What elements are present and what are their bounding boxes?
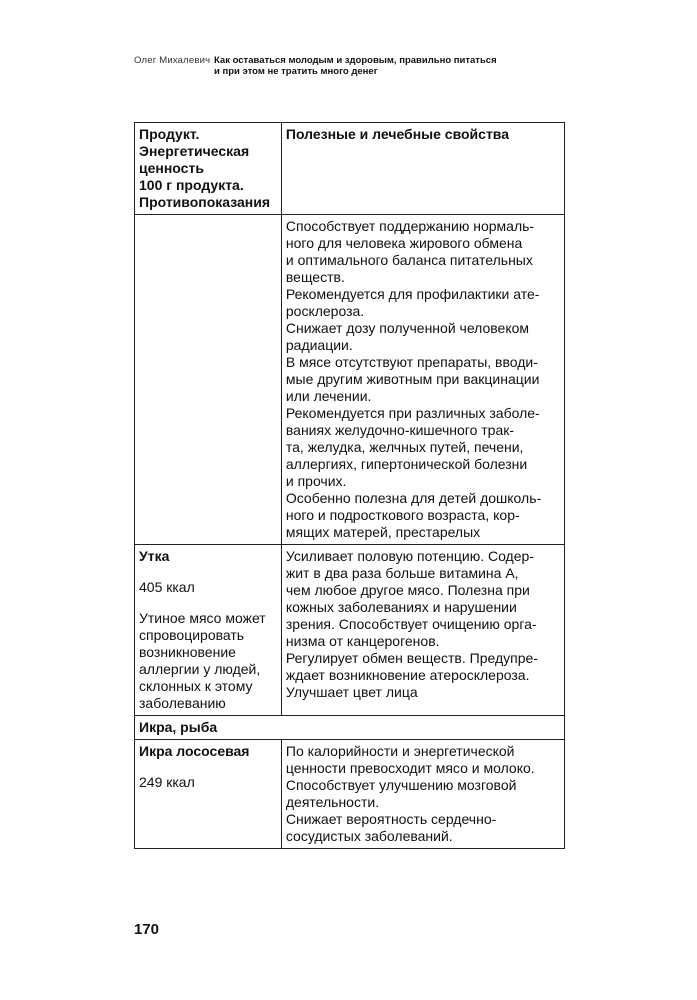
text-line: и прочих.: [285, 473, 347, 489]
text-line: кожных заболеваниях и нарушении: [285, 599, 517, 615]
text-line: веществ.: [285, 269, 345, 285]
text-line: зрения. Способствует очищению орга-: [285, 616, 537, 632]
text-line: росклероза.: [285, 303, 365, 319]
header-line: ценность: [139, 160, 204, 176]
text-line: ваниях желудочно-кишечного трак-: [285, 422, 515, 438]
product-kcal: 249 ккал: [139, 774, 195, 790]
text-line: низма от канцерогенов.: [285, 633, 440, 649]
text-line: Снижает дозу полученной человеком: [285, 320, 530, 336]
text-line: аллергии у людей,: [139, 661, 261, 677]
text-line: Рекомендуется для профилактики ате-: [285, 286, 540, 302]
text-line: мые другим животным при вакцинации: [285, 371, 540, 387]
text-line: сосудистых заболеваний.: [285, 828, 453, 844]
product-contraindications: [139, 610, 277, 712]
header-line: Продукт.: [139, 126, 200, 142]
text-line: Способствует улучшению мозговой: [285, 777, 517, 793]
text-line: Способствует поддержанию нормаль-: [285, 218, 535, 234]
header-line: 100 г продукта.: [139, 177, 244, 193]
text-line: Утиное мясо может: [139, 610, 266, 626]
text-line: Рекомендуется при различных заболе-: [285, 405, 540, 421]
properties-cell: [281, 545, 564, 716]
text-line: заболеванию: [139, 695, 226, 711]
empty-product-cell: [135, 215, 282, 545]
product-cell: [135, 740, 282, 849]
product-cell: [135, 545, 282, 716]
running-head-title-line: и при этом не тратить много денег: [214, 66, 378, 77]
text-line: Снижает вероятность сердечно-: [285, 811, 497, 827]
text-line: склонных к этому: [139, 678, 253, 694]
text-line: жит в два раза больше витамина А,: [285, 565, 519, 581]
table-row: [135, 215, 565, 545]
section-heading: Икра, рыба: [135, 716, 565, 740]
properties-cell: [281, 740, 564, 849]
page-number: 170: [134, 921, 160, 938]
product-name: Утка: [139, 548, 170, 564]
text-line: мящих матерей, престарелых: [285, 524, 481, 540]
product-name: Икра лососевая: [139, 743, 250, 759]
running-head-title: [214, 55, 589, 77]
text-line: аллергиях, гипертонической болезни: [285, 456, 528, 472]
text-line: деятельности.: [285, 794, 380, 810]
table-header-row: [135, 123, 565, 215]
running-head: [134, 55, 594, 77]
properties-cell: [281, 215, 564, 545]
header-line: Энергетическая: [139, 143, 250, 159]
text-line: та, желудка, желчных путей, печени,: [285, 439, 524, 455]
section-row: [135, 716, 565, 740]
text-line: ждает возникновение атеросклероза.: [285, 667, 530, 683]
text-line: и оптимального баланса питательных: [285, 252, 533, 268]
text-line: чем любое другое мясо. Полезна при: [285, 582, 530, 598]
table-row: [135, 740, 565, 849]
text-line: спровоцировать: [139, 627, 245, 643]
header-line: Противопоказания: [139, 194, 271, 210]
text-line: Усиливает половую потенцию. Содер-: [285, 548, 534, 564]
text-line: ценности превосходит мясо и молоко.: [285, 760, 535, 776]
text-line: ного для человека жирового обмена: [285, 235, 523, 251]
running-head-author: Олег Михалевич: [134, 55, 211, 66]
product-kcal: 405 ккал: [139, 579, 195, 595]
text-line: или лечении.: [285, 388, 372, 404]
text-line: ного и подросткового возраста, кор-: [285, 507, 520, 523]
text-line: возникновение: [139, 644, 236, 660]
nutrition-table: [134, 122, 565, 849]
header-product-cell: [135, 123, 282, 215]
text-line: Улучшает цвет лица: [285, 684, 418, 700]
text-line: Особенно полезна для детей дошколь-: [285, 490, 542, 506]
text-line: радиации.: [285, 337, 353, 353]
text-line: Регулирует обмен веществ. Предупре-: [285, 650, 538, 666]
text-line: По калорийности и энергетической: [285, 743, 515, 759]
text-line: В мясе отсутствуют препараты, вводи-: [285, 354, 538, 370]
header-properties-cell: Полезные и лечебные свойства: [281, 123, 564, 215]
table-row: [135, 545, 565, 716]
running-head-title-line: Как оставаться молодым и здоровым, правильно питаться: [214, 55, 497, 66]
